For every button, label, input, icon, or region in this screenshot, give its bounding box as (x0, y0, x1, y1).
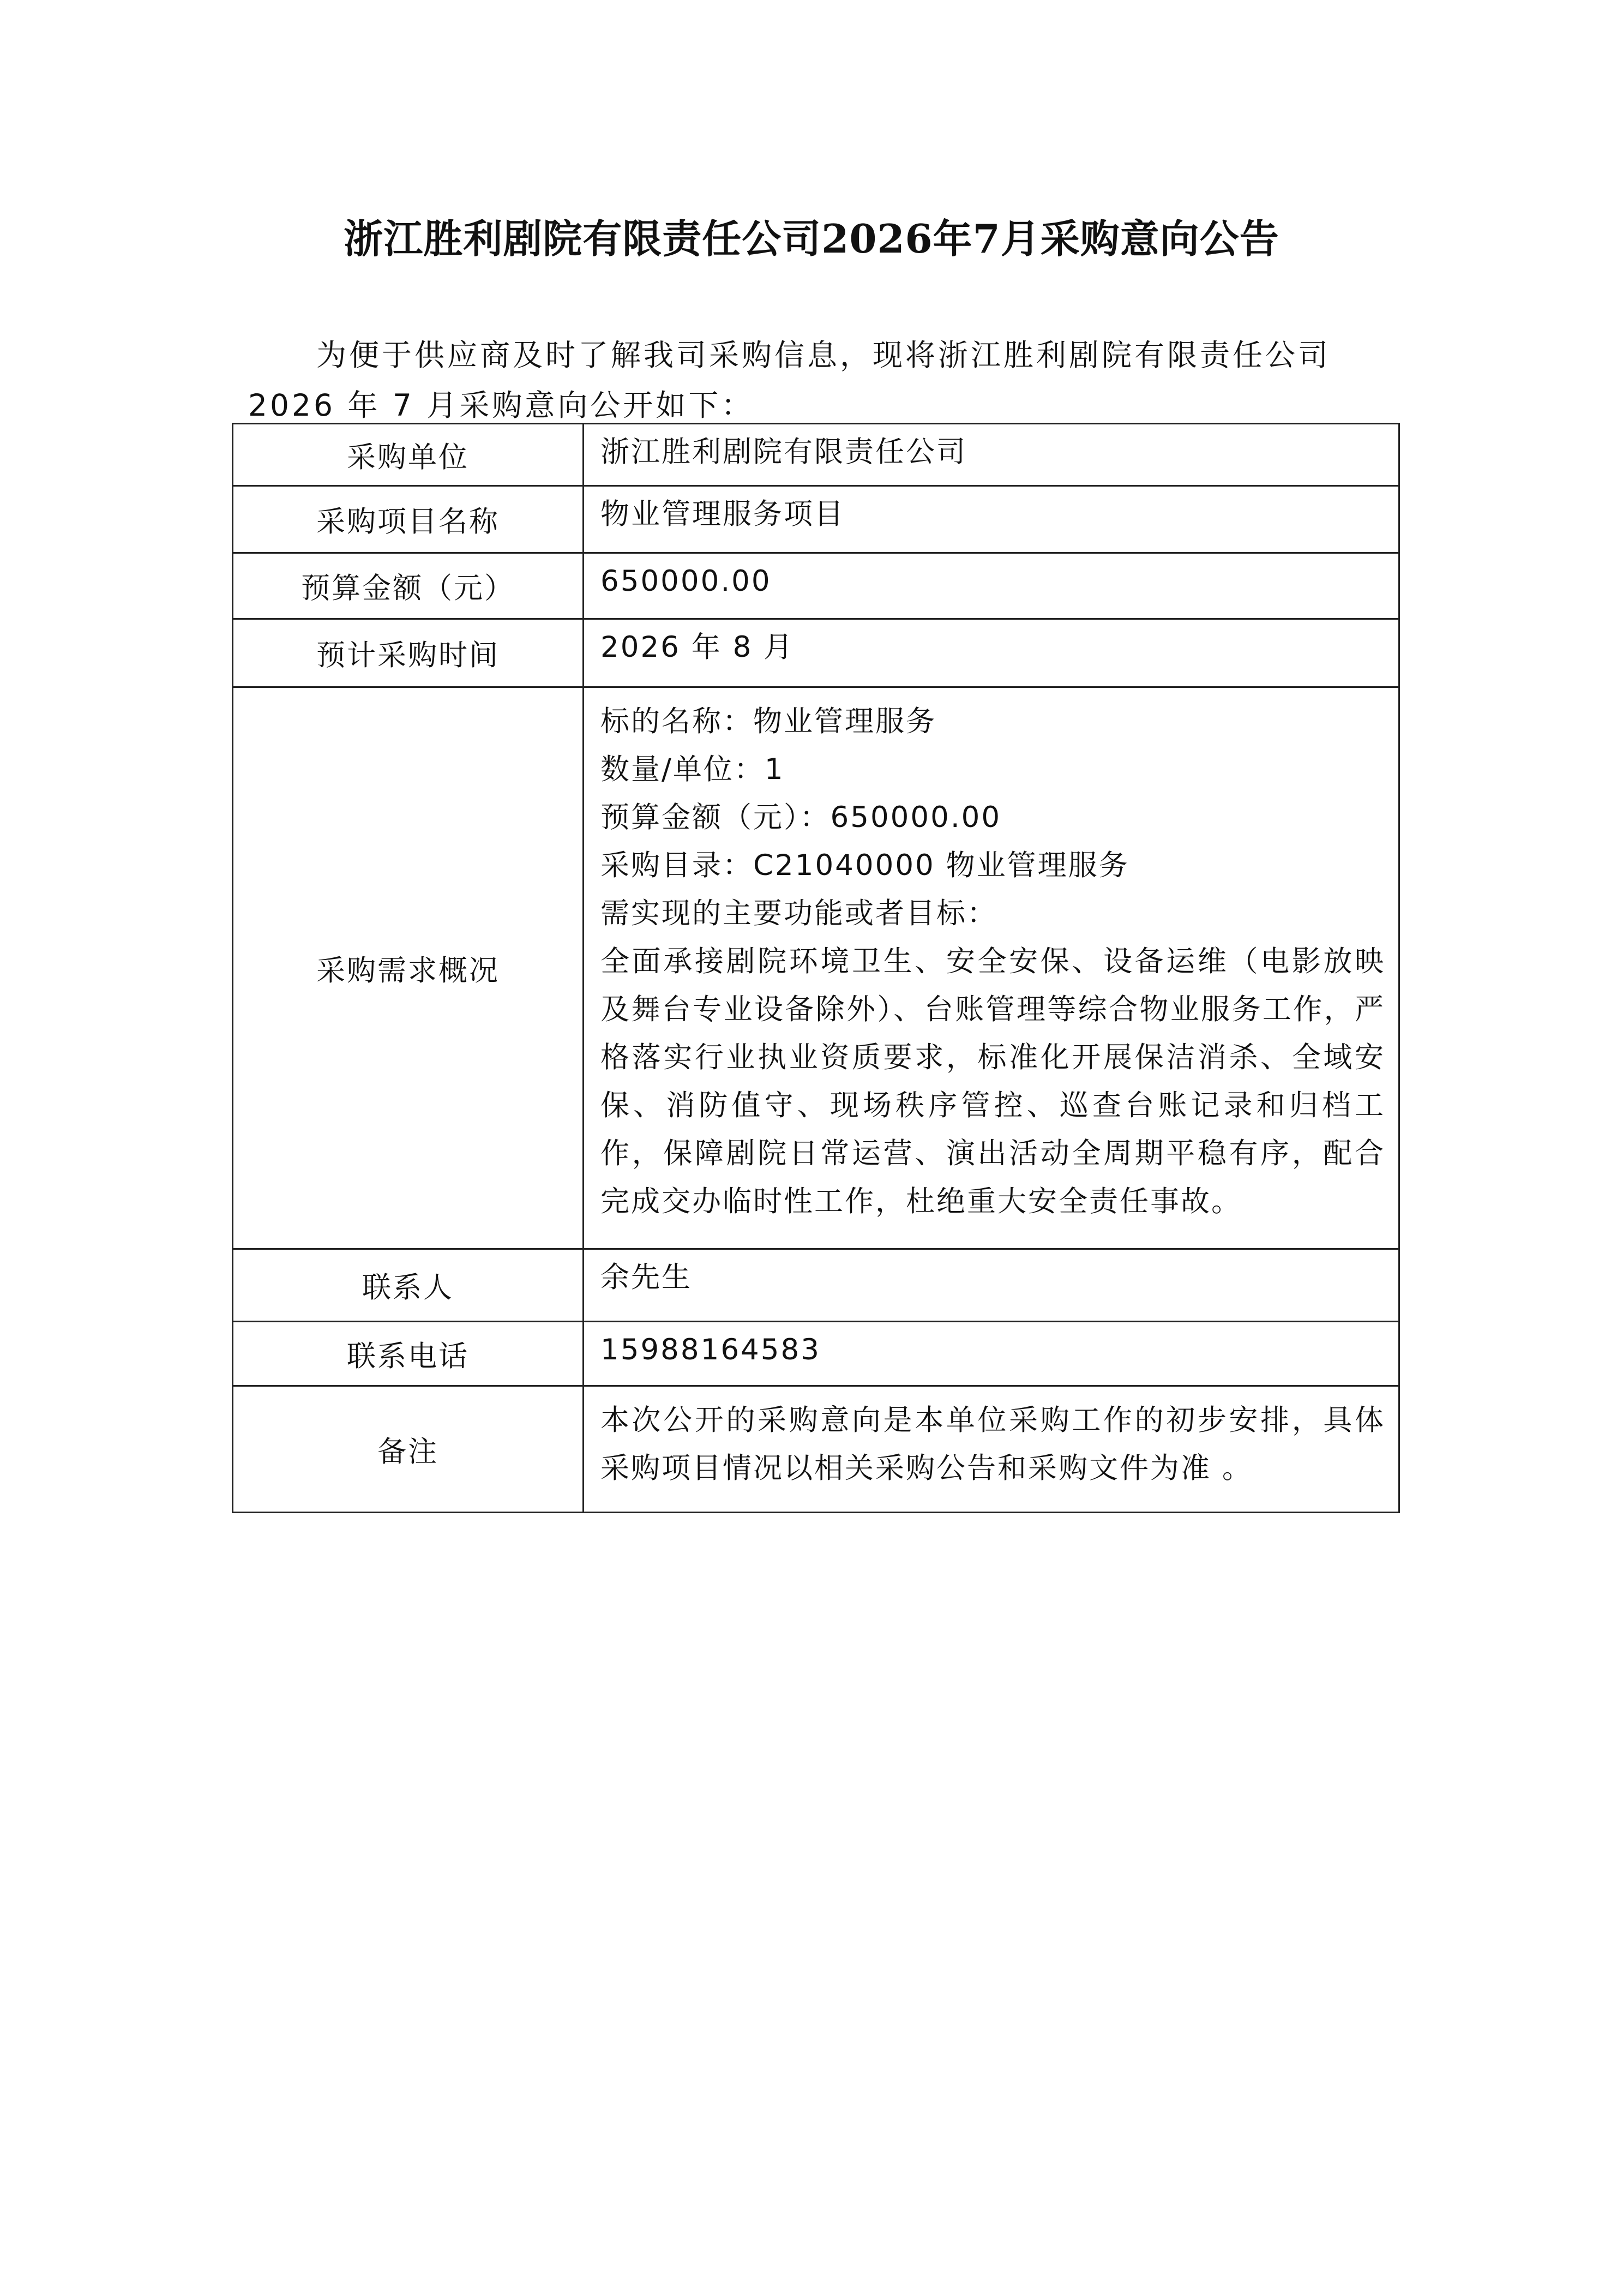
intro-paragraph (248, 330, 1382, 430)
value-unit: 浙江胜利剧院有限责任公司 (584, 424, 1399, 486)
label-project: 采购项目名称 (233, 486, 584, 553)
label-unit: 采购单位 (233, 424, 584, 486)
table-row-phone (233, 1322, 1399, 1386)
label-contact: 联系人 (233, 1249, 584, 1322)
demand-line-3: 预算金额（元）：650000.00 (600, 801, 1002, 834)
table-row-demand (233, 687, 1399, 1249)
remark-text: 本次公开的采购意向是本单位采购工作的初步安排，具体采购项目情况以相关采购公告和采购文件为准 。 (600, 1404, 1385, 1485)
value-contact: 余先生 (584, 1249, 1399, 1322)
label-budget: 预算金额（元） (233, 553, 584, 619)
table-row-budget (233, 553, 1399, 619)
label-demand: 采购需求概况 (233, 687, 584, 1249)
value-project: 物业管理服务项目 (584, 486, 1399, 553)
intro-line-1: 为便于供应商及时了解我司采购信息，现将浙江胜利剧院有限责任公司 (316, 338, 1331, 373)
table-row-time (233, 619, 1399, 687)
label-phone: 联系电话 (233, 1322, 584, 1386)
table-row-remark (233, 1386, 1399, 1513)
table-row-contact (233, 1249, 1399, 1322)
value-demand (584, 687, 1399, 1249)
table-row-unit (233, 424, 1399, 486)
page-title: 浙江胜利剧院有限责任公司2026年7月采购意向公告 (344, 215, 1279, 262)
demand-paragraph: 全面承接剧院环境卫生、安全安保、设备运维（电影放映及舞台专业设备除外）、台账管理等综合物业服务工作，严格落实行业执业资质要求，标准化开展保洁消杀、全域安保、消防值守、现场秩序管控、巡查台账记录和归档工作，保障剧院日常运营、演出活动全周期平稳有序，配合完成交办临时性工作，杜绝重大安全责任事故。 (600, 945, 1385, 1218)
demand-line-2: 数量/单位：1 (600, 753, 785, 786)
intro-line-2: 2026 年 7 月采购意向公开如下： (248, 388, 754, 423)
demand-line-5: 需实现的主要功能或者目标： (600, 897, 997, 930)
demand-line-1: 标的名称：物业管理服务 (600, 705, 936, 738)
demand-line-4: 采购目录：C21040000 物业管理服务 (600, 849, 1129, 882)
value-phone: 15988164583 (584, 1322, 1399, 1386)
table-row-project (233, 486, 1399, 553)
procurement-table (232, 423, 1400, 1513)
label-remark: 备注 (233, 1386, 584, 1513)
label-time: 预计采购时间 (233, 619, 584, 687)
value-time: 2026 年 8 月 (584, 619, 1399, 687)
value-remark (584, 1386, 1399, 1513)
value-budget: 650000.00 (584, 553, 1399, 619)
